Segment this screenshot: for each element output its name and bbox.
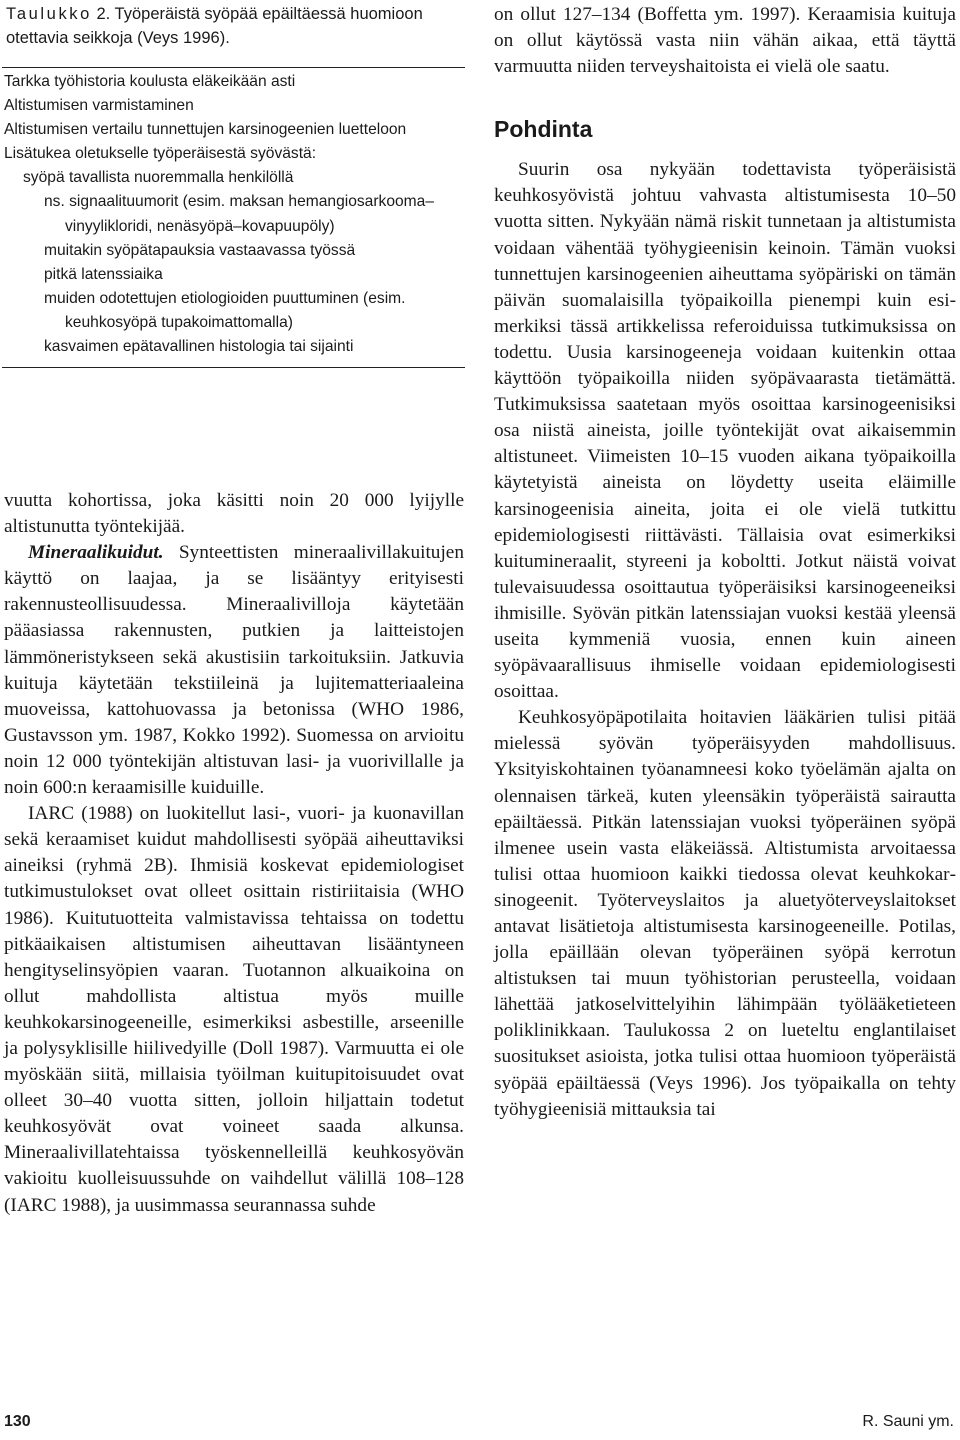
table-item-list [4, 70, 469, 359]
table-caption [6, 2, 468, 50]
running-footer-author: R. Sauni ym. [862, 1413, 954, 1430]
table-item: Lisätukea oletukselle työperäisestä syövästä: [4, 145, 317, 163]
table-item: keuhkosyöpä tupakoimattomalla) [65, 313, 293, 331]
table-caption-text: 2. Työperäistä syöpää epäiltäessä huomioon otettavia seikkoja (Veys 1996). [6, 5, 423, 47]
right-column [494, 2, 956, 1123]
table-item: kasvaimen epätavallinen histologia tai sijainti [44, 338, 354, 356]
table-item: muiden odotettujen etiologioiden puuttuminen (esim. [44, 289, 406, 307]
table-item: ns. signaalituumorit (esim. maksan hemangiosarkooma– [44, 193, 435, 211]
table-item: Tarkka työhistoria koulusta eläkeikään asti [4, 73, 296, 90]
table-item: Altistumisen varmistaminen [4, 97, 194, 115]
table-item: Altistumisen vertailu tunnettujen karsinogeenien luetteloon [4, 121, 407, 139]
table-item: syöpä tavallista nuoremmalla henkilöllä [23, 169, 294, 187]
table-caption-label: Taulukko [6, 5, 92, 23]
paragraph-lead-continuation: vuutta kohortissa, joka käsitti noin 20 000 lyijylle altistunutta työntekijää. [4, 490, 464, 538]
table-item: pitkä latenssiaika [44, 265, 163, 283]
table-top-rule [2, 67, 465, 68]
table-bottom-rule [2, 367, 465, 368]
runin-heading-mineraalikuidut: Mineraalikuidut. [28, 542, 164, 564]
paragraph-discussion-1: Suurin osa nykyään todettavista työperäisistä keuhkosyövistä johtuu vahvasta altistumisesta 10–50 vuotta sitten. Nykyään nämä riskit tunnetaan ja altistumista voidaan vähentää työhygieenisin keinoin. Tämän vuoksi tunnettujen karsinogeenien aiheuttama syöpäriski on tämän päivän suomalaisilla työpaikoilla pienempi kuin esimerkiksi tässä artikkelissa referoiduissa tutkimuksissa on todettu. Uusia karsinogeeneja voidaan kuitenkin ottaa käyttöön työpaikoilla niiden syöpävaarasta tietämättä. Tutkimuksissa saatetaan myös osoittaa karsinogeenisiksi osa niistä aineista, joille työntekijät ovat aikaisemmin altistuneet. Viimeisten 10–15 vuoden aikana työpaikoilla käytetyistä aineista on löydetty useita eläimille karsinogeenisia aineita, joita ei ole vielä tutkittu epidemiologisesti riittävästi. Tällaisia ovat esimerkiksi kuitumineraalit, styreeni ja koboltti. Jotkut näistä voivat tulevaisuudessa osoittautua työperäisiksi karsinogeeneiksi ihmisille. Syövän pitkän latenssiajan vuoksi kestää yleensä useita kymmeniä vuosia, ennen kuin aineen syöpävaarallisuus ihmiselle voidaan epidemiologisesti osoittaa. [494, 159, 956, 703]
paragraph-mineral-fibres-text: Synteettisten mineraalivillakuitujen käyttö on laajaa, ja se lisääntyy erityisesti rakennusteollisuudessa. Mineraalivilloja käytetään pääasiassa rakennusten, putkien ja laitteistojen lämmöneristykseen sekä akustisiin tarkoituksiin. Jatkuvia kuituja käytetään tekstiileinä ja lujitematteriaaleina muoveissa, kattohuovassa ja betonissa (WHO 1986, Gustavsson ym. 1987, Kokko 1992). Suomessa on arvioitu noin 12 000 työntekijän altistuvan lasi- ja vuorivillalle ja noin 600:n keraamisille kuiduille. [4, 542, 464, 799]
paragraph-discussion-2: Keuhkosyöpäpotilaita hoitavien lääkärien tulisi pitää mielessä syövän työperäisyyden mahdollisuus. Yksityiskohtainen työanamneesi koko työelämän ajalta on olennaisen tärkeä, kuten yleensäkin työperäistä sairautta epäiltäessä. Pitkän latenssiajan vuoksi työperäinen syöpä ilmenee usein vasta eläkeiässä. Altistumista arvoitaessa tulisi ottaa huomioon kaikki tiedossa olevat keuhkokarsinogeenit. Työterveyslaitos ja aluetyöterveyslaitokset antavat lisätietoja altistumisesta karsinogeeneille. Potilas, jolla epäillään olevan työperäinen syöpä kerrotun altistuksen tai muun työhistorian perusteella, voidaan lähettää jatkoselvittelyihin lähimpään työlääketieteen poliklinikkaan. Taulukossa 2 on lueteltu englantilaiset suositukset asioista, jotka tulisi ottaa huomioon työperäistä syöpää epäiltäessä (Veys 1996). Jos työpaikalla on tehty työhygieenisiä mittauksia tai [494, 707, 956, 1120]
left-column [4, 488, 464, 1219]
paragraph-iarc: IARC (1988) on luokitellut lasi-, vuori- ja kuonavillan sekä keraamiset kuidut mahdollisesti syöpää aiheuttaviksi aineiksi (ryhmä 2B). Ihmisiä koskevat epidemiologiset tutkimustulokset ovat olleet osittain ristiriitaisia (WHO 1986). Kuitutuotteita valmistavissa tehtaissa on todettu pitkäaikaisen altistumisen aiheuttavan lisääntyneen hengityselinsyöpien vaaran. Tuotannon alkuaikoina on ollut mahdollista altistua myös muille keuhkokarsinogeeneille, esimerkiksi asbestille, arseenille ja polysyklisille hiilivedyille (Doll 1987). Varmuutta ei ole myöskään siitä, millaisia työilman kuitupitoisuudet ovat olleet 30–40 vuotta sitten, jolloin hiljattain todetut keuhkosyövät ovat voineet saada alkunsa. Mineraalivillatehtaissa työskennelleillä keuhkosyövän vakioitu kuolleisuussuhde on vaihdellut välillä 108–128 (IARC 1988), ja uusimmassa seurannassa suhde [4, 803, 464, 1216]
table-item: vinyylikloridi, nenäsyöpä–kovapuupöly) [65, 217, 335, 235]
section-heading-pohdinta: Pohdinta [494, 116, 593, 143]
paragraph-mineral-fibres [4, 540, 464, 801]
table-item: muitakin syöpätapauksia vastaavassa työssä [44, 241, 356, 259]
paragraph-ceramic-fibres: on ollut 127–134 (Boffetta ym. 1997). Keraamisia kuituja on ollut käytössä vasta niin vähän aikaa, että täyttä varmuutta niiden terveyshaitoista ei vielä ole saatu. [494, 4, 956, 78]
page-number: 130 [4, 1413, 31, 1430]
